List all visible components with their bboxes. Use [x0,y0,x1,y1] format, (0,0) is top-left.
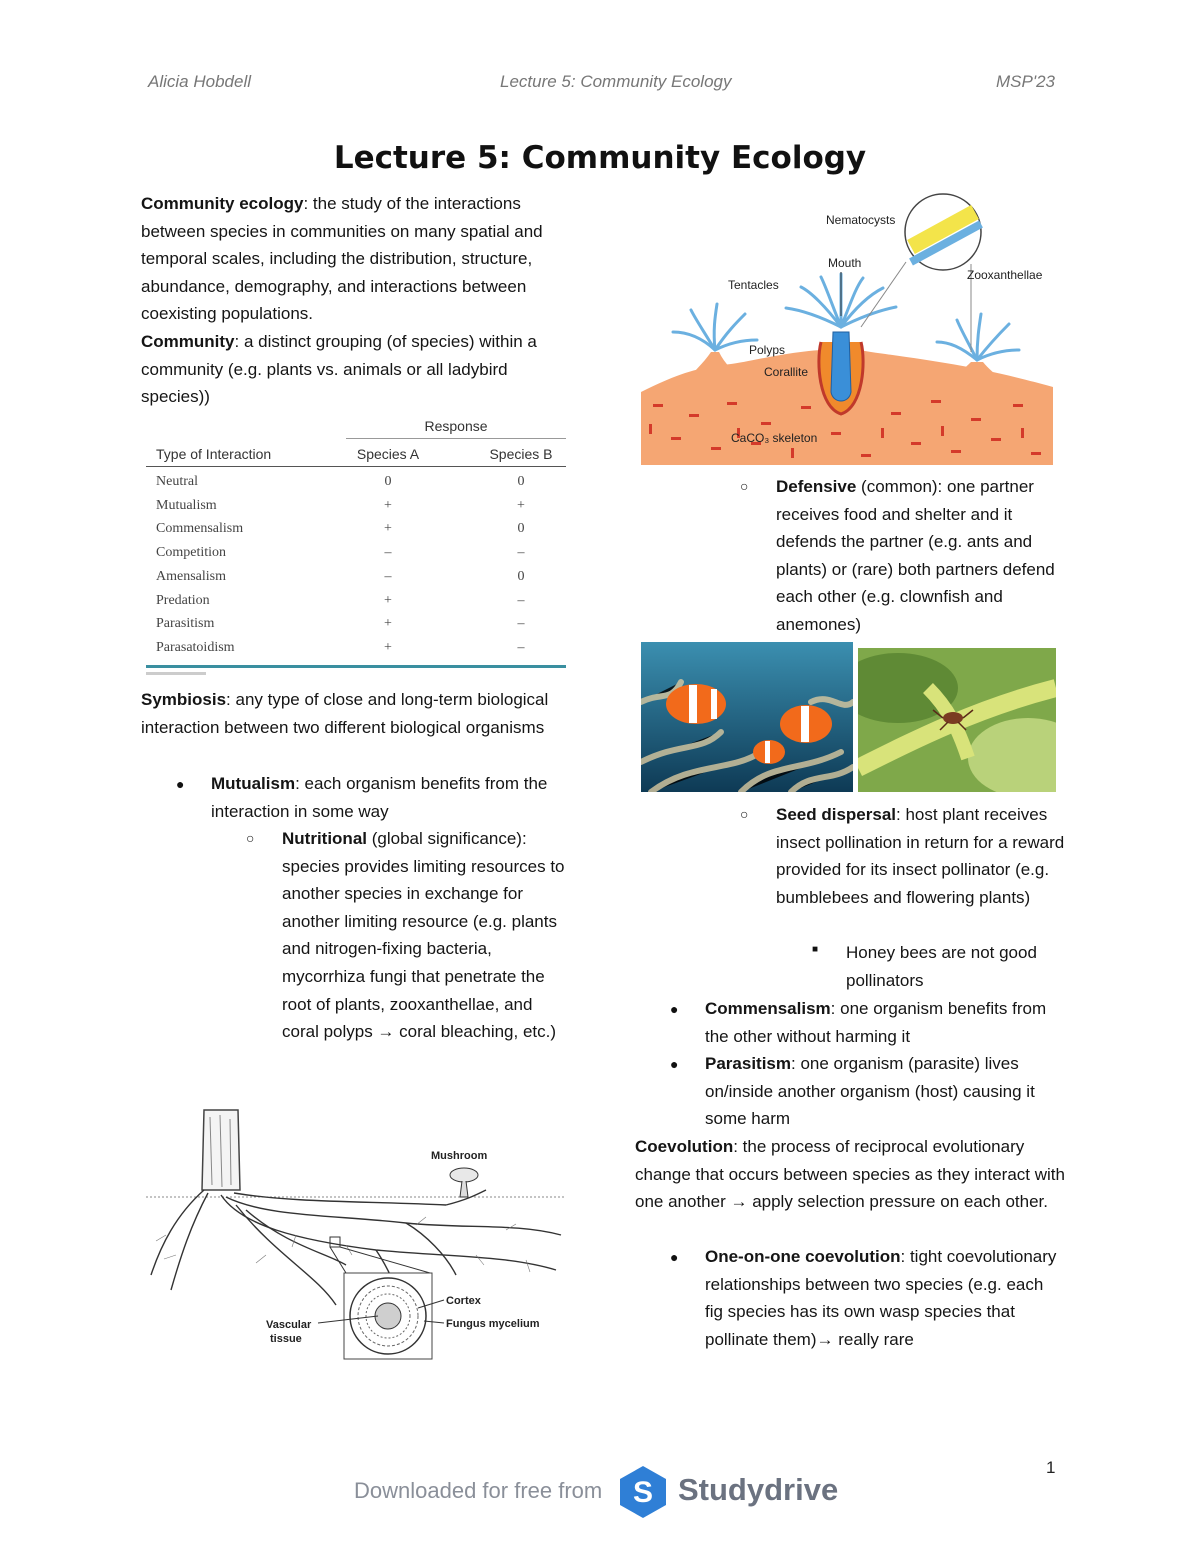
species-b-response: – [517,592,525,608]
label-skeleton: CaCO₃ skeleton [731,431,818,445]
definition-text: : host plant receives insect pollination in return for a reward provided for its insect pollinator (e.g. bumblebees and flowering plants) [776,805,1065,907]
page-number: 1 [1046,1458,1056,1477]
studydrive-logo-icon[interactable] [617,1464,669,1520]
parasitism-item [705,1050,1060,1133]
logo-letter: S [632,1476,654,1509]
table-row [146,519,566,543]
downloaded-text: Downloaded for free from [354,1478,603,1503]
response-header: Response [424,418,488,434]
species-b-response: – [517,639,525,655]
coral-polyp-figure [641,192,1053,465]
interaction-type: Parasatoidism [156,639,235,655]
definition-text: : any type of close and long-term biological interaction between two different biological organisms [141,690,549,737]
interaction-type: Predation [156,592,210,608]
definition-text: : tight coevolutionary relationships between two species (e.g. each fig species has its own wasp species that pollinate them)→ really rare [705,1247,1057,1349]
label-tissue: tissue [270,1333,302,1345]
mycorrhiza-root-figure [146,1105,566,1365]
species-a-response: + [384,497,392,513]
term: Community ecology [141,194,304,213]
species-a-response: + [384,521,392,537]
term: Seed dispersal [776,805,897,824]
term: Parasitism [705,1054,791,1073]
species-a-response: – [384,545,392,561]
table-row [146,591,566,615]
label-mushroom: Mushroom [431,1150,488,1162]
definition-text: (global significance): species provides limiting resources to another species in exchange for another limiting resource (e.g. plants and nitrogen-fixing bacteria, mycorrhiza fungi that penetrate the root of plants, zooxanthellae, and coral polyps → coral bleaching, etc.) [282,829,565,1042]
bullet-icon: ● [176,776,185,792]
one-on-one-coevolution-item [705,1243,1060,1353]
page-title: Lecture 5: Community Ecology [333,140,867,176]
label-tentacles: Tentacles [728,278,779,292]
definition-text: : the process of reciprocal evolutionary change that occurs between species as they interact with one another → apply selection pressure on each other. [635,1137,1065,1212]
ants-plant-photo [858,648,1056,792]
header-author: Alicia Hobdell [148,72,251,91]
term: Mutualism [211,774,296,793]
species-b-response: – [517,616,525,632]
label-vascular: Vascular [266,1319,312,1331]
col-type: Type of Interaction [156,446,272,462]
definition-text: : the study of the interactions between species in communities on many spatial and temporal scales, including the distribution, structure, abundance, demography, and interactions between coexisting populations. [141,194,543,324]
interaction-type: Commensalism [156,521,244,537]
col-species-a: Species A [356,446,420,462]
term: Defensive [776,477,857,496]
term: Commensalism [705,999,831,1018]
table-row [146,496,566,520]
species-a-response: + [384,616,392,632]
coevolution-definition [635,1133,1065,1216]
label-corallite: Corallite [764,365,809,379]
definition-text: : one organism (parasite) lives on/inside another organism (host) causing it some harm [705,1054,1035,1129]
seed-dispersal-item [776,801,1066,911]
interaction-type: Amensalism [156,568,226,584]
species-b-response: 0 [517,474,525,489]
definition-text: : each organism benefits from the interaction in some way [211,774,548,821]
circle-bullet-icon: ○ [740,806,749,822]
commensalism-item [705,995,1055,1050]
interaction-type: Mutualism [156,497,217,513]
table-row [146,614,566,638]
circle-bullet-icon: ○ [740,478,749,494]
species-a-response: – [384,568,392,584]
label-cortex: Cortex [446,1295,481,1307]
species-b-response: 0 [517,568,525,584]
interaction-type: Parasitism [156,616,215,632]
label-mouth: Mouth [828,256,862,270]
bullet-icon: ● [670,1001,679,1017]
symbiosis-definition [141,686,566,741]
table-row [146,543,566,567]
term: Community [141,332,235,351]
nutritional-item [282,825,572,1046]
bullet-icon: ● [670,1056,679,1072]
col-species-b: Species B [489,446,553,462]
term: Nutritional [282,829,367,848]
circle-bullet-icon: ○ [246,830,255,846]
table-row [146,638,566,662]
species-a-response: 0 [384,474,392,489]
term: Symbiosis [141,690,227,709]
term: One-on-one coevolution [705,1247,901,1266]
species-a-response: + [384,592,392,608]
table-row [146,472,566,496]
label-nematocysts: Nematocysts [826,213,896,227]
clownfish-anemone-photo [641,642,853,792]
definition-text: : one organism benefits from the other without harming it [705,999,1047,1046]
label-zooxanthellae: Zooxanthellae [967,268,1043,282]
honey-bees-item: Honey bees are not good pollinators [846,943,1037,990]
square-bullet-icon: ■ [812,944,819,955]
table-row [146,567,566,591]
label-fungus-mycelium: Fungus mycelium [446,1318,540,1330]
community-definition [141,328,566,411]
mutualism-item [211,770,571,825]
label-polyps: Polyps [749,343,786,357]
term: Coevolution [635,1137,734,1156]
definition-text: (common): one partner receives food and shelter and it defends the partner (e.g. ants and plants) or (rare) both partners defend each other (e.g. clownfish and anemones) [776,477,1055,634]
defensive-item [776,473,1061,639]
species-b-response: + [517,497,525,513]
interaction-type: Competition [156,545,226,561]
species-b-response: 0 [517,521,525,537]
header-term: MSP'23 [996,72,1055,91]
definition-text: : a distinct grouping (of species) within a community (e.g. plants vs. animals or all ladybird species)) [141,332,537,407]
species-a-response: + [384,639,392,655]
header-lecture: Lecture 5: Community Ecology [500,72,732,91]
studydrive-brand[interactable]: Studydrive [678,1472,839,1507]
species-b-response: – [517,545,525,561]
interaction-type: Neutral [156,474,198,489]
community-ecology-definition [141,190,566,328]
bullet-icon: ● [670,1249,679,1265]
